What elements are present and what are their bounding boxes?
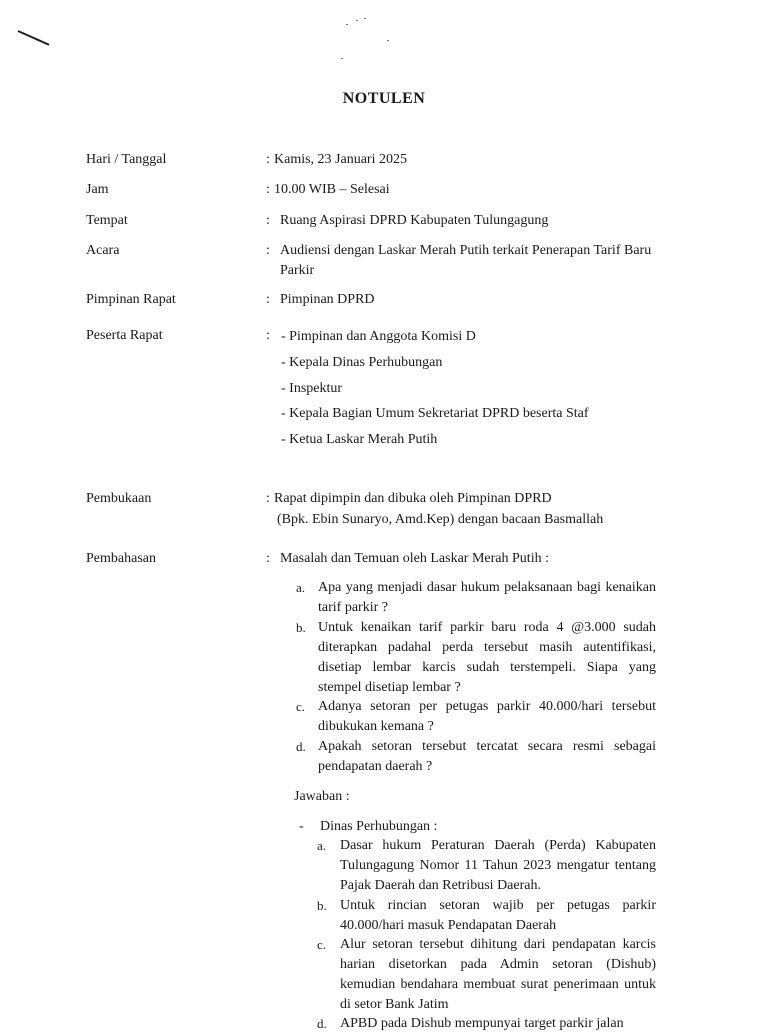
colon: : — [266, 328, 270, 343]
question-text: Adanya setoran per petugas parkir 40.000/hari tersebut dibukukan kemana ? — [318, 699, 656, 734]
peserta-item: - Pimpinan dan Anggota Komisi D — [281, 329, 476, 344]
colon: : — [266, 152, 270, 167]
question-text: Untuk kenaikan tarif parkir baru roda 4 @3.000 sudah diterapkan padahal perda tersebut masih autentifikasi, disetiap lembar karcis sudah terstempeli. Siapa yang stempel disetiap lembar ? — [318, 620, 656, 695]
jawaban-dishub-heading: Dinas Perhubungan : — [320, 819, 438, 834]
document-title: NOTULEN — [342, 90, 426, 107]
answer-letter: c. — [317, 937, 327, 952]
jawaban-label: Jawaban : — [294, 789, 350, 804]
answer-text: Dasar hukum Peraturan Daerah (Perda) Kabupaten Tulungagung Nomor 11 Tahun 2023 mengatur tentang Pajak Daerah dan Retribusi Daerah. — [340, 838, 656, 893]
question-letter: c. — [296, 699, 306, 714]
scan-speck — [356, 20, 358, 21]
answer-letter: a. — [317, 838, 327, 853]
field-label-peserta: Peserta Rapat — [86, 328, 163, 343]
colon: : — [266, 551, 270, 566]
field-value-pimpinan: Pimpinan DPRD — [280, 292, 375, 307]
field-value-hari: Kamis, 23 Januari 2025 — [274, 152, 407, 167]
colon: : — [266, 213, 270, 228]
field-value-pembukaan-line2: (Bpk. Ebin Sunaryo, Amd.Kep) dengan bacaan Basmallah — [277, 512, 604, 527]
jawaban-dash: - — [299, 819, 304, 834]
colon: : — [266, 182, 270, 197]
answer-text: Untuk rincian setoran wajib per petugas parkir 40.000/hari masuk Pendapatan Daerah — [340, 898, 656, 933]
question-letter: d. — [296, 739, 306, 754]
scan-speck — [346, 24, 348, 25]
field-label-jam: Jam — [86, 182, 109, 197]
peserta-item: - Kepala Bagian Umum Sekretariat DPRD beserta Staf — [281, 406, 589, 421]
peserta-item: - Inspektur — [281, 381, 343, 396]
colon: : — [266, 292, 270, 307]
field-label-pimpinan: Pimpinan Rapat — [86, 292, 176, 307]
field-label-pembukaan: Pembukaan — [86, 491, 152, 506]
field-label-hari: Hari / Tanggal — [86, 152, 167, 167]
pen-mark — [18, 30, 50, 46]
scan-speck — [387, 40, 389, 41]
scan-speck — [341, 58, 343, 59]
answer-letter: d. — [317, 1016, 327, 1031]
field-label-tempat: Tempat — [86, 213, 128, 228]
answer-text: APBD pada Dishub mempunyai target parkir jalan — [340, 1016, 624, 1031]
field-value-pembukaan-line1: Rapat dipimpin dan dibuka oleh Pimpinan DPRD — [274, 491, 552, 506]
question-text: Apa yang menjadi dasar hukum pelaksanaan bagi kenaikan tarif parkir ? — [318, 580, 656, 615]
field-value-tempat: Ruang Aspirasi DPRD Kabupaten Tulungagung — [280, 213, 549, 228]
peserta-item: - Kepala Dinas Perhubungan — [281, 355, 443, 370]
scan-speck — [364, 18, 366, 19]
peserta-item: - Ketua Laskar Merah Putih — [281, 432, 438, 447]
question-letter: a. — [296, 580, 306, 595]
field-value-acara: Audiensi dengan Laskar Merah Putih terkait Penerapan Tarif Baru Parkir — [280, 243, 652, 278]
question-letter: b. — [296, 620, 306, 635]
answer-text: Alur setoran tersebut dihitung dari pendapatan karcis harian disetorkan pada Admin setoran (Dishub) kemudian bendahara membuat surat penerimaan untuk di setor Bank Jatim — [340, 937, 656, 1012]
field-label-pembahasan: Pembahasan — [86, 551, 156, 566]
field-value-jam: 10.00 WIB – Selesai — [274, 182, 390, 197]
colon: : — [266, 243, 270, 258]
question-text: Apakah setoran tersebut tercatat secara resmi sebagai pendapatan daerah ? — [318, 739, 656, 774]
colon: : — [266, 491, 270, 506]
answer-letter: b. — [317, 898, 327, 913]
field-value-pembahasan-intro: Masalah dan Temuan oleh Laskar Merah Putih : — [280, 551, 549, 566]
field-label-acara: Acara — [86, 243, 120, 258]
